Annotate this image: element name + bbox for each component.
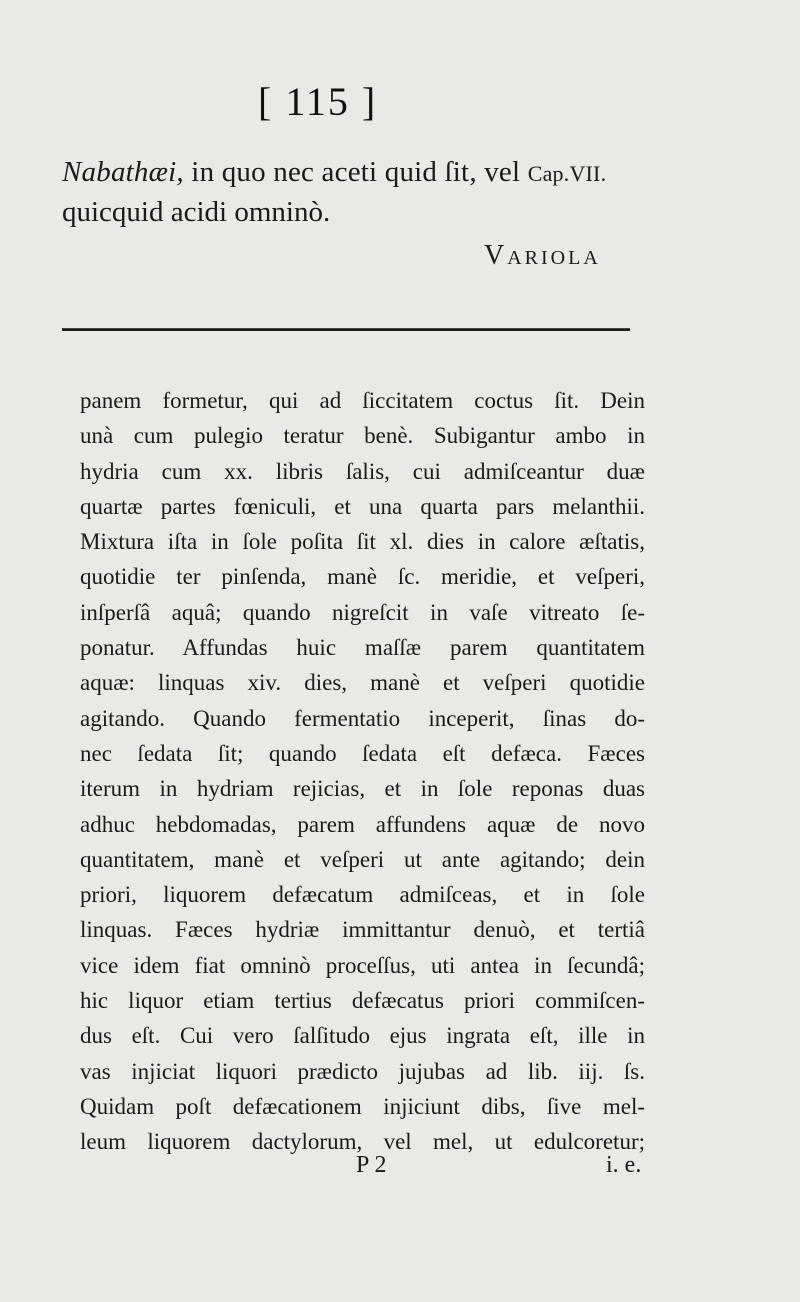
chapter-margin-note: Cap.VII. bbox=[527, 161, 607, 186]
body-line: vas injiciat liquori prædicto jujubas ad lib. iij. ſs. bbox=[80, 1058, 645, 1084]
body-line: vice idem fiat omninò proceſſus, uti antea in ſecundâ; bbox=[80, 952, 645, 978]
body-line: Mixtura iſta in ſole poſita ſit xl. dies in calore æſtatis, bbox=[80, 529, 645, 555]
body-line: panem formetur, qui ad ſiccitatem coctus ſit. Dein bbox=[80, 388, 645, 413]
body-line: quartæ partes fœniculi, et una quarta pars melanthii. bbox=[80, 493, 645, 519]
italic-word: Nabathæi, bbox=[62, 156, 184, 188]
body-line: priori, liquorem defæcatum admiſceas, et in ſole bbox=[80, 882, 645, 908]
body-line: quantitatem, manè et veſperi ut ante agitando; dein bbox=[80, 846, 645, 872]
body-line: aquæ: linquas xiv. dies, manè et veſperi quotidie bbox=[80, 670, 645, 696]
body-line: adhuc hebdomadas, parem affundens aquæ de novo bbox=[80, 811, 645, 837]
page-number: [ 115 ] bbox=[258, 79, 378, 124]
horizontal-rule bbox=[62, 328, 630, 331]
body-line: inſperſâ aquâ; quando nigreſcit in vaſe vitreato ſe- bbox=[80, 599, 645, 625]
body-line: linquas. Fæces hydriæ immittantur denuò, et tertiâ bbox=[80, 917, 645, 943]
body-line: agitando. Quando fermentatio inceperit, ſinas do- bbox=[80, 705, 645, 731]
body-line: unà cum pulegio teratur benè. Subigantur ambo in bbox=[80, 423, 645, 449]
continued-text-line-2: quicquid acidi omninò. bbox=[62, 196, 331, 228]
body-line: Quidam poſt defæcationem injiciunt dibs, ſive mel- bbox=[80, 1093, 645, 1119]
body-line: nec ſedata ſit; quando ſedata eſt defæca. Fæces bbox=[80, 740, 645, 766]
body-line: ponatur. Affundas huic maſſæ parem quantitatem bbox=[80, 635, 645, 661]
body-text bbox=[80, 383, 645, 1160]
body-line: leum liquorem dactylorum, vel mel, ut edulcoretur; bbox=[80, 1129, 645, 1155]
body-line: hydria cum xx. libris ſalis, cui admiſceantur duæ bbox=[80, 458, 645, 484]
body-line: dus eſt. Cui vero ſalſitudo ejus ingrata eſt, ille in bbox=[80, 1023, 645, 1049]
continued-text-line-1 bbox=[62, 156, 606, 189]
body-line: iterum in hydriam rejicias, et in ſole reponas duas bbox=[80, 776, 645, 802]
body-line: hic liquor etiam tertius defæcatus priori commiſcen- bbox=[80, 988, 645, 1014]
catchword-bottom: i. e. bbox=[606, 1152, 642, 1178]
body-line: quotidie ter pinſenda, manè ſc. meridie, et veſperi, bbox=[80, 564, 645, 590]
continued-text: in quo nec aceti quid ſit, vel bbox=[183, 156, 528, 188]
section-catchword: Variola bbox=[484, 240, 601, 271]
signature-mark: P 2 bbox=[356, 1152, 387, 1178]
